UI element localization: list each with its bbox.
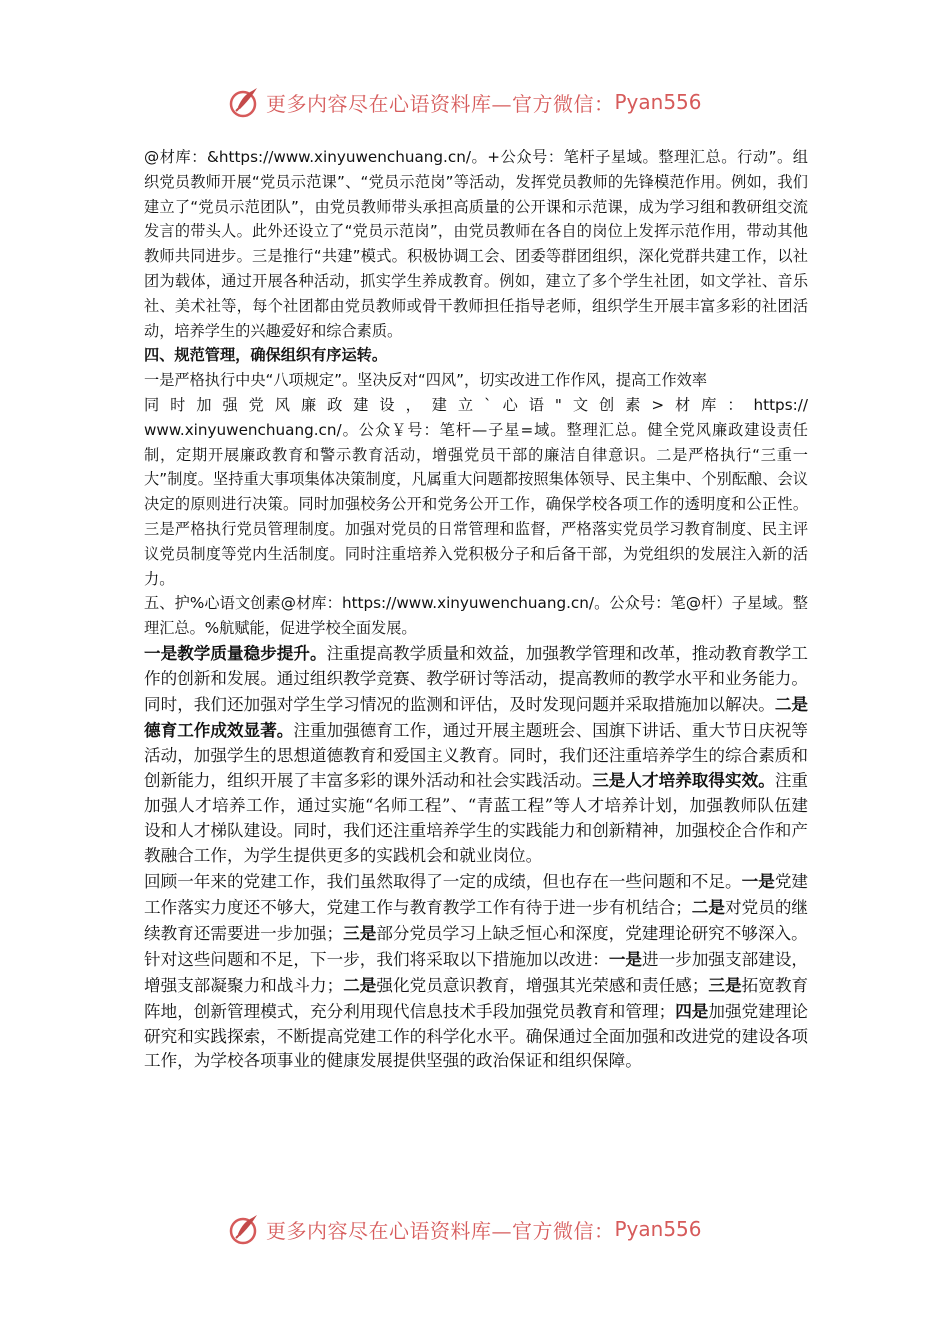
text-run: 进一步加强支部建设，增强支部凝聚力和战斗力； [144,949,809,995]
banner-wechat-id: Pyan556 [614,1217,702,1241]
emphasis-run: 二是 [691,897,726,917]
spaced-char: 库 [701,395,717,414]
spaced-char: 建 [353,395,369,414]
spaced-char: ， [405,395,421,414]
paragraph-3 [144,641,808,869]
text-run: 注重加强德育工作，通过开展主题班会、国旗下讲话、重大节日庆祝等活动，加强学生的思想道德教育和爱国主义教育。同时，我们还注重培养学生的综合素质和创新能力，组织开展了丰富多彩的课外活动和社会实践活动。 [144,720,809,791]
spaced-char: 文 [572,395,589,414]
spaced-char: 创 [599,395,615,414]
header-banner [228,82,748,122]
spaced-char: https:// [753,395,808,414]
emphasis-run: 三是人才培养取得实效。 [592,770,775,791]
text-run: 加强党建理论研究和实践探索，不断提高党建工作的科学化水平。确保通过全面加强和改进党的建设各项工作，为学校各项事业的健康发展提供坚强的政治保证和组织保障。 [144,1001,809,1071]
spaced-char: 材 [675,395,691,414]
emphasis-run: 一是教学质量稳步提升。 [144,642,327,663]
spaced-char: 素 [625,395,641,414]
emphasis-run: 一是 [608,948,643,969]
paragraph-2-rest: www.xinyuwenchuang.cn/。公众￥号：笔杆—子星=域。整理汇总。健全党风廉政建设责任制，定期开展廉政教育和警示教育活动，增强党员干部的廉洁自律意识。二是严格执行“三重一大”制度。坚持重大事项集体决策制度，凡属重大问题都按照集体领导、民主集中、个别酝酿、会议决定的原则进行决策。同时加强校务公开和党务公开工作，确保学校各项工作的透明度和公正性。三是严格执行党员管理制度。加强对党员的日常管理和监督，严格落实党员学习教育制度、民主评议党员制度等党内生活制度。同时注重培养入党积极分子和后备干部，为党组织的发展注入新的活力。 [144,420,808,588]
pen-logo-icon [228,85,262,119]
paragraph-2-line-2 [144,393,808,418]
spaced-char: 同 [144,395,160,414]
section-heading-4: 四、规范管理，确保组织有序运转。 [144,346,387,365]
spaced-char: 设 [379,395,395,414]
paragraph-4 [144,869,808,947]
paragraph-5 [144,947,808,1075]
text-run: 强化党员意识教育，增强其光荣感和责任感； [376,975,709,995]
text-run: 注重加强人才培养工作，通过实施“名师工程”、“青蓝工程”等人才培养计划，加强教师队伍建设和人才梯队建设。同时，我们还注重培养学生的实践能力和创新精神，加强校企合作和产教融合工作，为学生提供更多的实践机会和就业岗位。 [144,771,809,866]
text-run: 拓宽教育阵地，创新管理模式，充分利用现代信息技术手段加强党员教育和管理； [144,975,809,1021]
spaced-char: 建 [431,395,447,414]
document-body [144,145,808,1074]
emphasis-run: 二是德育工作成效显著。 [144,693,809,740]
section-heading-5: 五、护%心语文创素@材库：https://www.xinyuwenchuang.cn/。公众号：笔@杆）子星域。整理汇总。%航赋能，促进学校全面发展。 [144,594,808,638]
emphasis-run: 三是 [708,974,742,995]
pen-logo-icon [228,1212,262,1246]
banner-text: 更多内容尽在心语资料库—官方微信： [266,91,615,116]
text-run: 针对这些问题和不足，下一步，我们将采取以下措施加以改进： [144,949,609,969]
emphasis-run: 四是 [675,1000,709,1021]
paragraph-1: @材库：&https://www.xinyuwenchuang.cn/。+公众号：笔杆子星域。整理汇总。行动”。组织党员教师开展“党员示范课”、“党员示范岗”等活动，发挥党员教师的先锋模范作用。例如，我们建立了“党员示范团队”，由党员教师带头承担高质量的公开课和示范课，成为学习组和教研组交流发言的带头人。此外还设立了“党员示范岗”，由党员教师在各自的岗位上发挥示范作用，带动其他教师共同进步。三是推行“共建”模式。积极协调工会、团委等群团组织，深化党群共建工作，以社团为载体，通过开展各种活动，抓实学生养成教育。例如，建立了多个学生社团，如文学社、音乐社、美术社等，每个社团都由党员教师或骨干教师担任指导老师，组织学生开展丰富多彩的社团活动，培养学生的兴趣爱好和综合素质。 [144,148,808,340]
text-run: 党建工作落实力度还不够大，党建工作与教育教学工作有待于进一步有机结合； [144,872,809,917]
spaced-char: 风 [274,395,290,414]
banner-wechat-id: Pyan556 [614,90,702,114]
emphasis-run: 二是 [343,974,377,995]
spaced-char: 加 [196,395,212,414]
spaced-char: 党 [248,395,264,414]
emphasis-run: 一是 [741,871,775,892]
text-run: 回顾一年来的党建工作，我们虽然取得了一定的成绩，但也存在一些问题和不足。 [144,872,742,892]
spaced-char: 廉 [300,395,317,414]
spaced-char: " [554,395,562,414]
footer-banner [228,1209,748,1249]
paragraph-2-line-1: 一是严格执行中央“八项规定”。坚决反对“四风”，切实改进工作作风，提高工作效率 [144,371,708,390]
spaced-char: 立 [457,395,474,414]
spaced-char: 心 [502,395,518,414]
text-run: 部分党员学习上缺乏恒心和深度，党建理论研究不够深入。 [376,923,808,943]
text-run: 注重提高教学质量和效益，加强教学管理和改革，推动教育教学工作的创新和发展。通过组织教学竞赛、教学研讨等活动，提高教师的教学水平和业务能力。同时，我们还加强对学生学习情况的监测和评估，及时发现问题并采取措施加以解决。 [144,643,809,714]
spaced-char: ` [484,395,492,414]
emphasis-run: 三是 [343,922,377,943]
spaced-char: > [651,395,665,414]
text-run: 对党员的继续教育还需要进一步加强； [144,898,809,943]
spaced-char: 政 [327,395,343,414]
spaced-char: 强 [222,395,238,414]
spaced-char: ： [727,395,743,414]
banner-text: 更多内容尽在心语资料库—官方微信： [266,1218,615,1243]
spaced-char: 时 [170,395,186,414]
spaced-char: 语 [528,395,544,414]
